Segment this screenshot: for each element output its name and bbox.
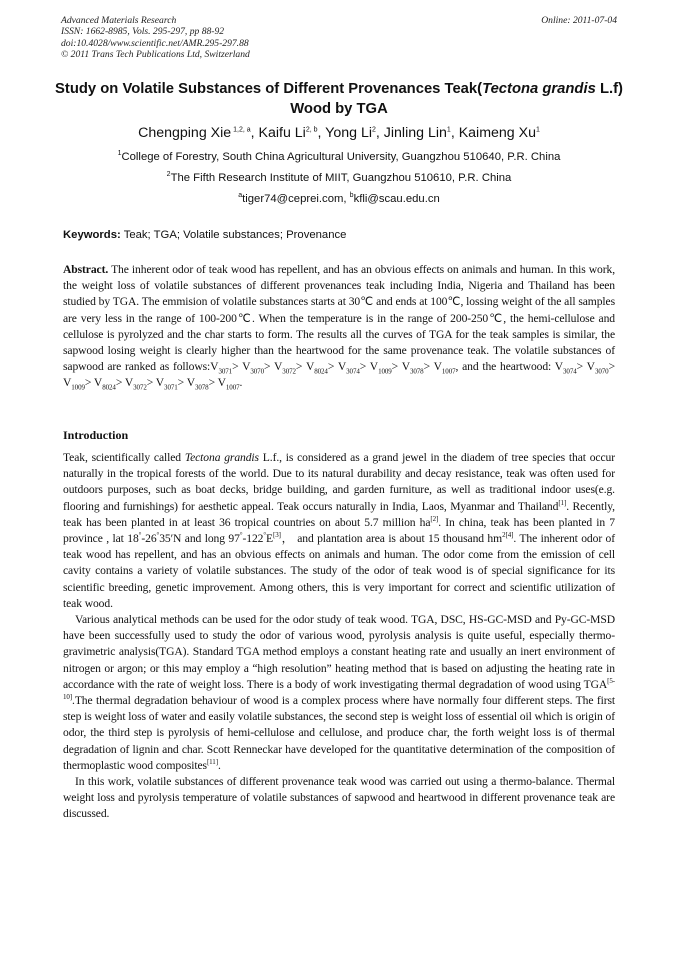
abstract-text: . bbox=[239, 376, 243, 390]
rank-item: $V_{1009}$ bbox=[63, 376, 85, 392]
text-run: 35′N and long 97 bbox=[159, 532, 240, 546]
issn-line: ISSN: 1662-8985, Vols. 295-297, pp 88-92 bbox=[61, 26, 225, 38]
citation[interactable]: [11] bbox=[206, 758, 218, 766]
degree-sign: ° bbox=[239, 531, 243, 540]
rank-item: $V_{3070}$ bbox=[586, 360, 609, 376]
rank-item: $V_{3078}$ bbox=[401, 360, 424, 376]
rank-subscript: 1009 bbox=[71, 383, 85, 392]
affiliation-1 bbox=[40, 150, 638, 164]
rank-subscript: 3078 bbox=[409, 367, 424, 376]
rank-item: $V_{3070}$ bbox=[242, 360, 264, 376]
keywords bbox=[63, 228, 619, 242]
journal-header bbox=[61, 15, 617, 60]
email-line bbox=[40, 192, 638, 206]
introduction-heading: Introduction bbox=[63, 428, 129, 442]
affiliation-text: College of Forestry, South China Agricultural University, Guangzhou 510640, P.R. China bbox=[121, 151, 561, 163]
affiliation-2 bbox=[40, 171, 638, 185]
rank-subscript: 3074 bbox=[563, 367, 577, 376]
title-part-2: L.f) Wood by TGA bbox=[290, 81, 623, 117]
author-name: Jinling Lin bbox=[383, 125, 447, 141]
title-species: Tectona grandis bbox=[482, 81, 596, 97]
intro-paragraph-2 bbox=[63, 612, 615, 774]
rank-item: $V_{3072}$ bbox=[274, 360, 296, 376]
rank-item: $V_{1009}$ bbox=[369, 360, 392, 376]
text-run: . bbox=[217, 758, 221, 772]
heartwood-ranking: $V_{3074}> V_{3070}> V_{1009}> V_{8024}> V_{3072}> V_{3071}> V_{3078}> V_{1007}$ bbox=[63, 360, 616, 392]
rank-item: $V_{8024}$ bbox=[93, 376, 116, 392]
rank-item: $V_{1007}$ bbox=[217, 376, 240, 392]
author-sup: 2, b bbox=[305, 126, 318, 134]
rank-subscript: 1009 bbox=[378, 367, 392, 376]
rank-item: $V_{8024}$ bbox=[305, 360, 328, 376]
author-sup: 1 bbox=[536, 126, 540, 134]
rank-item: $V_{3078}$ bbox=[186, 376, 209, 392]
text-run: . In china, teak has been planted in 7 province , lat 18 bbox=[63, 515, 615, 546]
species-name: Tectona grandis bbox=[184, 451, 259, 464]
journal-name: Advanced Materials Research bbox=[61, 15, 177, 26]
rank-subscript: 3078 bbox=[194, 383, 209, 392]
doi-line: doi:10.4028/www.scientific.net/AMR.295-297.88 bbox=[61, 37, 249, 49]
email-b[interactable]: kfli@scau.edu.cn bbox=[353, 193, 440, 205]
rank-subscript: 8024 bbox=[314, 367, 328, 376]
rank-subscript: 8024 bbox=[102, 383, 116, 392]
citation[interactable]: [3] bbox=[273, 531, 281, 540]
abstract-text: , and the heartwood: bbox=[455, 360, 555, 374]
rank-item: $V_{3074}$ bbox=[554, 360, 577, 376]
rank-subscript: 3072 bbox=[133, 383, 147, 392]
rank-subscript: 3074 bbox=[346, 367, 360, 376]
author-sup: 1,2, a bbox=[233, 126, 251, 134]
citation[interactable]: [1] bbox=[558, 498, 567, 507]
author-name: Kaimeng Xu bbox=[458, 125, 536, 141]
text-run: . Recently, teak has been planted in at least 36 tropical countries on about 5.7 million ha bbox=[63, 499, 615, 529]
text-run: Various analytical methods can be used for the odor study of teak wood. TGA, DSC, HS-GC-MSD and Py-GC-MSD have been successfully used to study the odor of various wood, pyrolysis analysis is quite useful, especially thermo-gravimetric analysis(TGA). Standard TGA method employs a constant heating rate and usually an inert environment of nitrogen or argon; or this may employ a “high resolution” heating method that is based on adjusting the heating rate in accordance with the rate of weight loss. There is a body of work investigating thermal degradation of wood using TGA bbox=[63, 613, 615, 691]
copyright-line: © 2011 Trans Tech Publications Ltd, Switzerland bbox=[61, 48, 250, 60]
email-a[interactable]: tiger74@ceprei.com, bbox=[242, 193, 350, 205]
paper-title bbox=[55, 79, 623, 119]
author-name: Kaifu Li bbox=[258, 125, 306, 141]
author-name: Yong Li bbox=[325, 125, 372, 141]
rank-item: $V_{3074}$ bbox=[337, 360, 360, 376]
introduction-body bbox=[63, 450, 615, 823]
author-name: Chengping Xie bbox=[138, 125, 232, 141]
degree-sign: ° bbox=[138, 531, 142, 540]
citation[interactable]: [5-10] bbox=[63, 676, 615, 702]
affiliation-sup: 2 bbox=[166, 171, 171, 179]
degree-sign: ° bbox=[156, 531, 160, 540]
rank-subscript: 1007 bbox=[441, 367, 456, 376]
rank-subscript: 3071 bbox=[218, 367, 233, 376]
citation[interactable]: [2] bbox=[430, 514, 439, 523]
sapwood-ranking: $V_{3071}> V_{3070}> V_{3072}> V_{8024}> V_{3074}> V_{1009}> V_{3078}> V_{1007}$ bbox=[210, 360, 456, 376]
rank-item: $V_{3072}$ bbox=[124, 376, 147, 392]
text-run: . The inherent odor of teak wood has repellent, and has an obvious effects on animals and human. The odor come from the emission of cell cavity contains a variety of volatile substances. The study of the odor of teak wood is of special significance for its scientific breeding, genetic improvement. Among others, this is very important for correct and scientific utilization of teak wood. bbox=[63, 532, 616, 610]
rank-item: $V_{1007}$ bbox=[433, 360, 456, 376]
affiliation-text: The Fifth Research Institute of MIIT, Guangzhou 510610, P.R. China bbox=[170, 172, 512, 184]
degree-sign: ° bbox=[263, 531, 267, 540]
affiliation-sup: 1 bbox=[117, 150, 122, 158]
rank-item: $V_{3071}$ bbox=[210, 360, 233, 376]
citation[interactable]: 2[4] bbox=[502, 531, 514, 540]
email-sup: a bbox=[238, 192, 243, 200]
rank-subscript: 3072 bbox=[282, 367, 296, 376]
rank-item: $V_{3071}$ bbox=[155, 376, 178, 392]
rank-subscript: 1007 bbox=[225, 383, 240, 392]
rank-subscript: 3070 bbox=[250, 367, 264, 376]
text-run: -26 bbox=[141, 532, 157, 546]
abstract bbox=[63, 262, 615, 392]
author-sup: 1 bbox=[446, 126, 451, 134]
author-list: Chengping Xie $^{1,2, a}$, Kaifu Li$^{2, b}$, Yong Li$^2$, Jinling Lin$^1$, Kaimeng Xu$^1$ bbox=[138, 125, 540, 141]
online-date: Online: 2011-07-04 bbox=[541, 15, 617, 26]
text-run: ， and plantation area is about 15 thousand hm bbox=[280, 532, 503, 546]
keywords-label: Keywords: bbox=[63, 229, 121, 241]
text-run: .The thermal degradation behaviour of wood is a complex process where have normally four different steps. The first step is weight loss of water and easily volatile substances, the second step is weight loss of essential oil which is origin of odor, the third step is pyrolysis of hemi-cellulose and cellulose, and produce char, the forth weight loss is of thermal degradation of lignin and char. Scott Renneckar have developed for the quantitative determination of the composition of thermoplastic wood composites bbox=[63, 694, 615, 772]
text-run: E bbox=[266, 532, 274, 546]
title-part-1: Study on Volatile Substances of Different Provenances Teak( bbox=[55, 81, 483, 97]
author-sup: 2 bbox=[372, 126, 376, 134]
abstract-text: The inherent odor of teak wood has repellent, and has an obvious effects on animals and human. In this work, the weight loss of volatile substances of different provenances teak including India, Nigeria and Thailand has been studied by TGA. The emmision of volatile substances starts at 30℃ and ends at 100℃, lossing weight of the all samples are very less in the range of 100-200℃. When the temperature is in the range of 200-250℃, the hemi-cellulose and cellulose is pyrolyzed and the char starts to form. The results all the curves of TGA for the teak samples is similar, the sapwood losing weight is clearly higher than the heartwood for the same provenance teak. The volatile substances of sapwood are ranked as follows: bbox=[63, 263, 615, 374]
rank-subscript: 3071 bbox=[164, 383, 178, 392]
intro-paragraph-1 bbox=[63, 450, 615, 612]
intro-paragraph-3: In this work, volatile substances of different provenance teak wood was carried out using a thermo-balance. Thermal weight loss and pyrolysis temperature of volatile substances of sapwood and heartwood in different provenance teak are discussed. bbox=[63, 775, 615, 821]
email-sup: b bbox=[349, 192, 354, 200]
text-run: -122 bbox=[242, 532, 264, 546]
abstract-label: Abstract. bbox=[63, 263, 109, 276]
text-run: Teak, scientifically called bbox=[63, 451, 185, 464]
text-run: L.f., is considered as a grand jewel in the diadem of tree species that occur naturally in the tropical forests of the world. Due to its natural durability and decay resistance, teak was often used for outdoors purposes, such as boat decks, bridge building, and garden furniture, as well as traditional indoor uses(e.g. flooring and furnishings) for aesthetic appeal. Teak occurs naturally in India, Laos, Myanmar and Thailand bbox=[63, 451, 615, 513]
keywords-text: Teak; TGA; Volatile substances; Provenance bbox=[120, 229, 347, 241]
rank-subscript: 3070 bbox=[594, 367, 609, 376]
